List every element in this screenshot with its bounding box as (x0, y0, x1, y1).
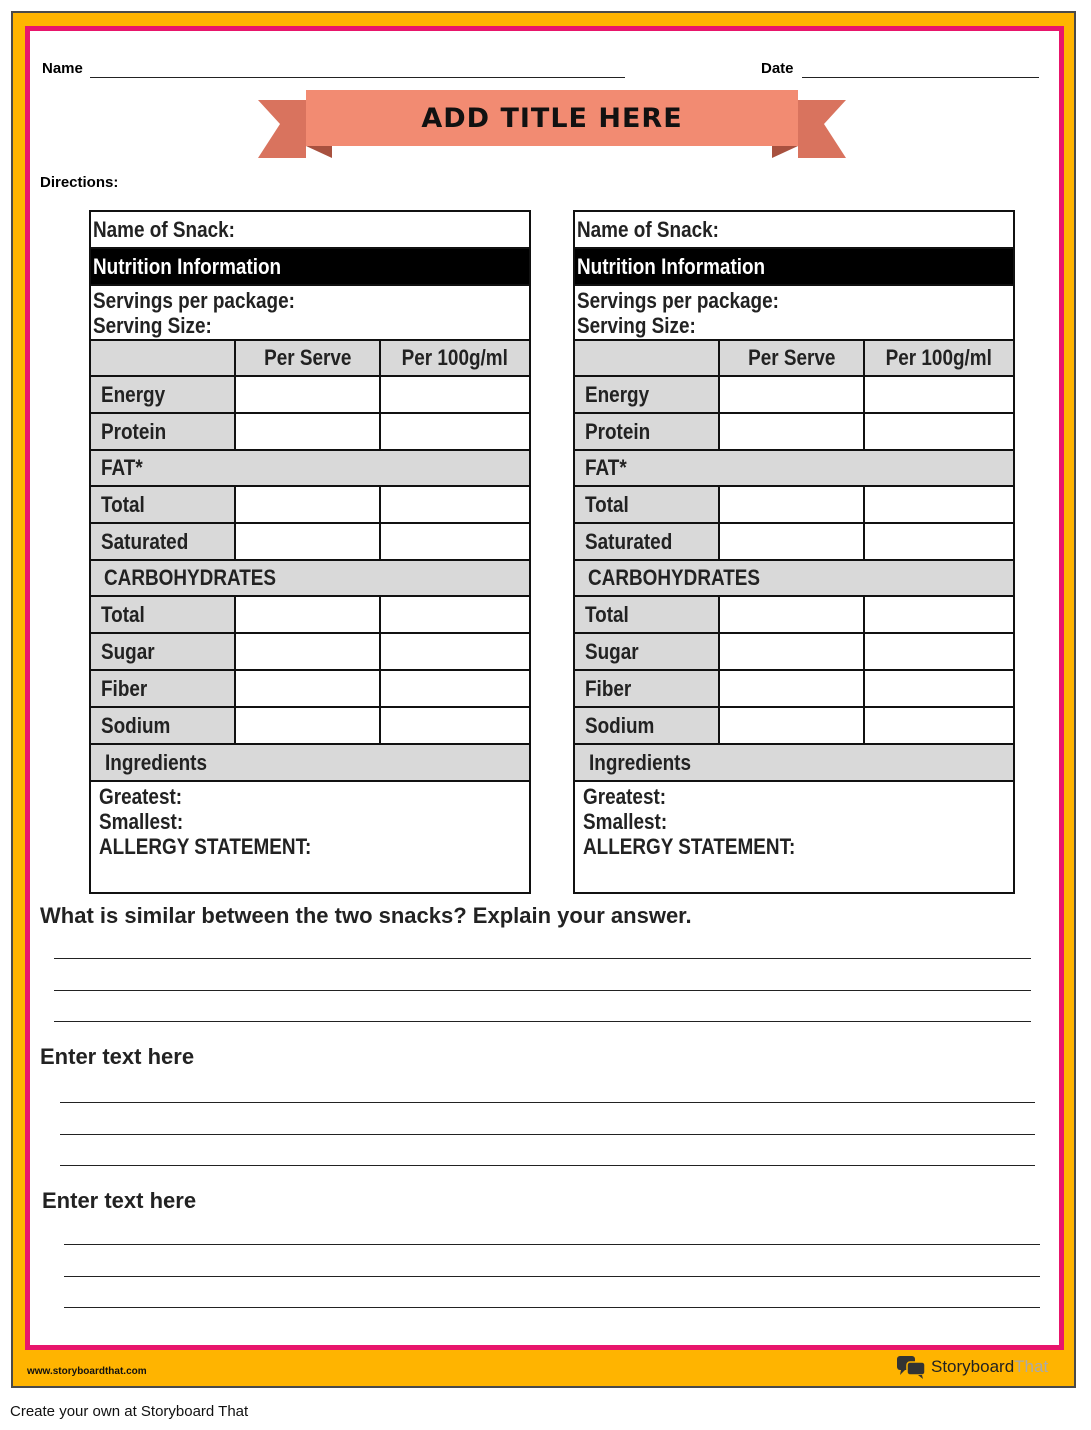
answer-line[interactable] (64, 1276, 1040, 1277)
nutrition-table-right (573, 210, 1015, 894)
sugar-per-100-cell[interactable] (380, 633, 530, 670)
nutrition-table-left (89, 210, 531, 894)
header-blank (574, 340, 719, 376)
fiber-per-serve-cell[interactable] (235, 670, 380, 707)
fat-total-per-serve-cell[interactable] (235, 486, 380, 523)
brand-name-light: That (1014, 1357, 1049, 1376)
answer-line[interactable] (64, 1307, 1040, 1308)
fat-total-per-serve-cell[interactable] (719, 486, 864, 523)
energy-per-serve-cell[interactable] (719, 376, 864, 413)
fiber-per-serve-cell[interactable] (719, 670, 864, 707)
answer-line[interactable] (60, 1102, 1035, 1103)
answer-line[interactable] (54, 958, 1031, 959)
snack-name-cell[interactable]: Name of Snack: (90, 211, 530, 248)
brand-name-dark: Storyboard (931, 1357, 1015, 1376)
row-fiber-label: Fiber (574, 670, 719, 707)
directions-label: Directions: (40, 174, 119, 191)
fat-section-header: FAT* (90, 450, 530, 486)
answer-line[interactable] (60, 1134, 1035, 1135)
row-saturated-label: Saturated (90, 523, 235, 560)
servings-cell[interactable]: Servings per package: Serving Size: (90, 285, 530, 340)
website-link[interactable]: www.storyboardthat.com (27, 1366, 147, 1377)
carb-total-per-100-cell[interactable] (864, 596, 1014, 633)
protein-per-100-cell[interactable] (380, 413, 530, 450)
ingredients-notes-cell[interactable]: Greatest: Smallest: ALLERGY STATEMENT: (90, 781, 530, 893)
energy-per-serve-cell[interactable] (235, 376, 380, 413)
date-field-line[interactable] (802, 77, 1039, 78)
nutrition-info-header: Nutrition Information (90, 248, 530, 285)
row-carb-total-label: Total (90, 596, 235, 633)
carbohydrates-section-header: CARBOHYDRATES (574, 560, 1014, 596)
servings-cell[interactable]: Servings per package: Serving Size: (574, 285, 1014, 340)
question-similar: What is similar between the two snacks? Explain your answer. (40, 903, 692, 928)
sodium-per-serve-cell[interactable] (235, 707, 380, 744)
row-protein-label: Protein (90, 413, 235, 450)
row-energy-label: Energy (90, 376, 235, 413)
sugar-per-100-cell[interactable] (864, 633, 1014, 670)
answer-line[interactable] (54, 990, 1031, 991)
page-title[interactable]: ADD TITLE HERE (421, 102, 683, 134)
ingredients-header: Ingredients (574, 744, 1014, 781)
fat-total-per-100-cell[interactable] (380, 486, 530, 523)
speech-bubbles-icon (896, 1355, 926, 1379)
sugar-per-serve-cell[interactable] (719, 633, 864, 670)
header-blank (90, 340, 235, 376)
answer-line[interactable] (64, 1244, 1040, 1245)
nutrition-info-header: Nutrition Information (574, 248, 1014, 285)
date-label: Date (761, 60, 794, 77)
row-protein-label: Protein (574, 413, 719, 450)
create-your-own-text[interactable]: Create your own at Storyboard That (10, 1403, 249, 1420)
col-per-100: Per 100g/ml (380, 340, 530, 376)
energy-per-100-cell[interactable] (864, 376, 1014, 413)
carb-total-per-serve-cell[interactable] (719, 596, 864, 633)
row-sodium-label: Sodium (574, 707, 719, 744)
fiber-per-100-cell[interactable] (864, 670, 1014, 707)
row-sugar-label: Sugar (574, 633, 719, 670)
prompt-text-3[interactable]: Enter text here (42, 1188, 197, 1213)
row-fat-total-label: Total (90, 486, 235, 523)
col-per-serve: Per Serve (235, 340, 380, 376)
saturated-per-100-cell[interactable] (864, 523, 1014, 560)
col-per-100: Per 100g/ml (864, 340, 1014, 376)
protein-per-serve-cell[interactable] (235, 413, 380, 450)
saturated-per-100-cell[interactable] (380, 523, 530, 560)
title-ribbon (258, 90, 846, 160)
answer-line[interactable] (60, 1165, 1035, 1166)
protein-per-serve-cell[interactable] (719, 413, 864, 450)
row-fiber-label: Fiber (90, 670, 235, 707)
answer-line[interactable] (54, 1021, 1031, 1022)
sodium-per-serve-cell[interactable] (719, 707, 864, 744)
ingredients-header: Ingredients (90, 744, 530, 781)
sodium-per-100-cell[interactable] (864, 707, 1014, 744)
name-field-line[interactable] (90, 77, 625, 78)
carbohydrates-section-header: CARBOHYDRATES (90, 560, 530, 596)
saturated-per-serve-cell[interactable] (235, 523, 380, 560)
fat-total-per-100-cell[interactable] (864, 486, 1014, 523)
energy-per-100-cell[interactable] (380, 376, 530, 413)
carb-total-per-serve-cell[interactable] (235, 596, 380, 633)
sodium-per-100-cell[interactable] (380, 707, 530, 744)
fiber-per-100-cell[interactable] (380, 670, 530, 707)
saturated-per-serve-cell[interactable] (719, 523, 864, 560)
carb-total-per-100-cell[interactable] (380, 596, 530, 633)
row-fat-total-label: Total (574, 486, 719, 523)
row-sodium-label: Sodium (90, 707, 235, 744)
prompt-text-2[interactable]: Enter text here (40, 1044, 195, 1069)
storyboardthat-logo[interactable] (896, 1354, 1048, 1380)
fat-section-header: FAT* (574, 450, 1014, 486)
row-carb-total-label: Total (574, 596, 719, 633)
col-per-serve: Per Serve (719, 340, 864, 376)
ingredients-notes-cell[interactable]: Greatest: Smallest: ALLERGY STATEMENT: (574, 781, 1014, 893)
name-label: Name (42, 60, 83, 77)
row-energy-label: Energy (574, 376, 719, 413)
row-sugar-label: Sugar (90, 633, 235, 670)
row-saturated-label: Saturated (574, 523, 719, 560)
sugar-per-serve-cell[interactable] (235, 633, 380, 670)
snack-name-cell[interactable]: Name of Snack: (574, 211, 1014, 248)
protein-per-100-cell[interactable] (864, 413, 1014, 450)
